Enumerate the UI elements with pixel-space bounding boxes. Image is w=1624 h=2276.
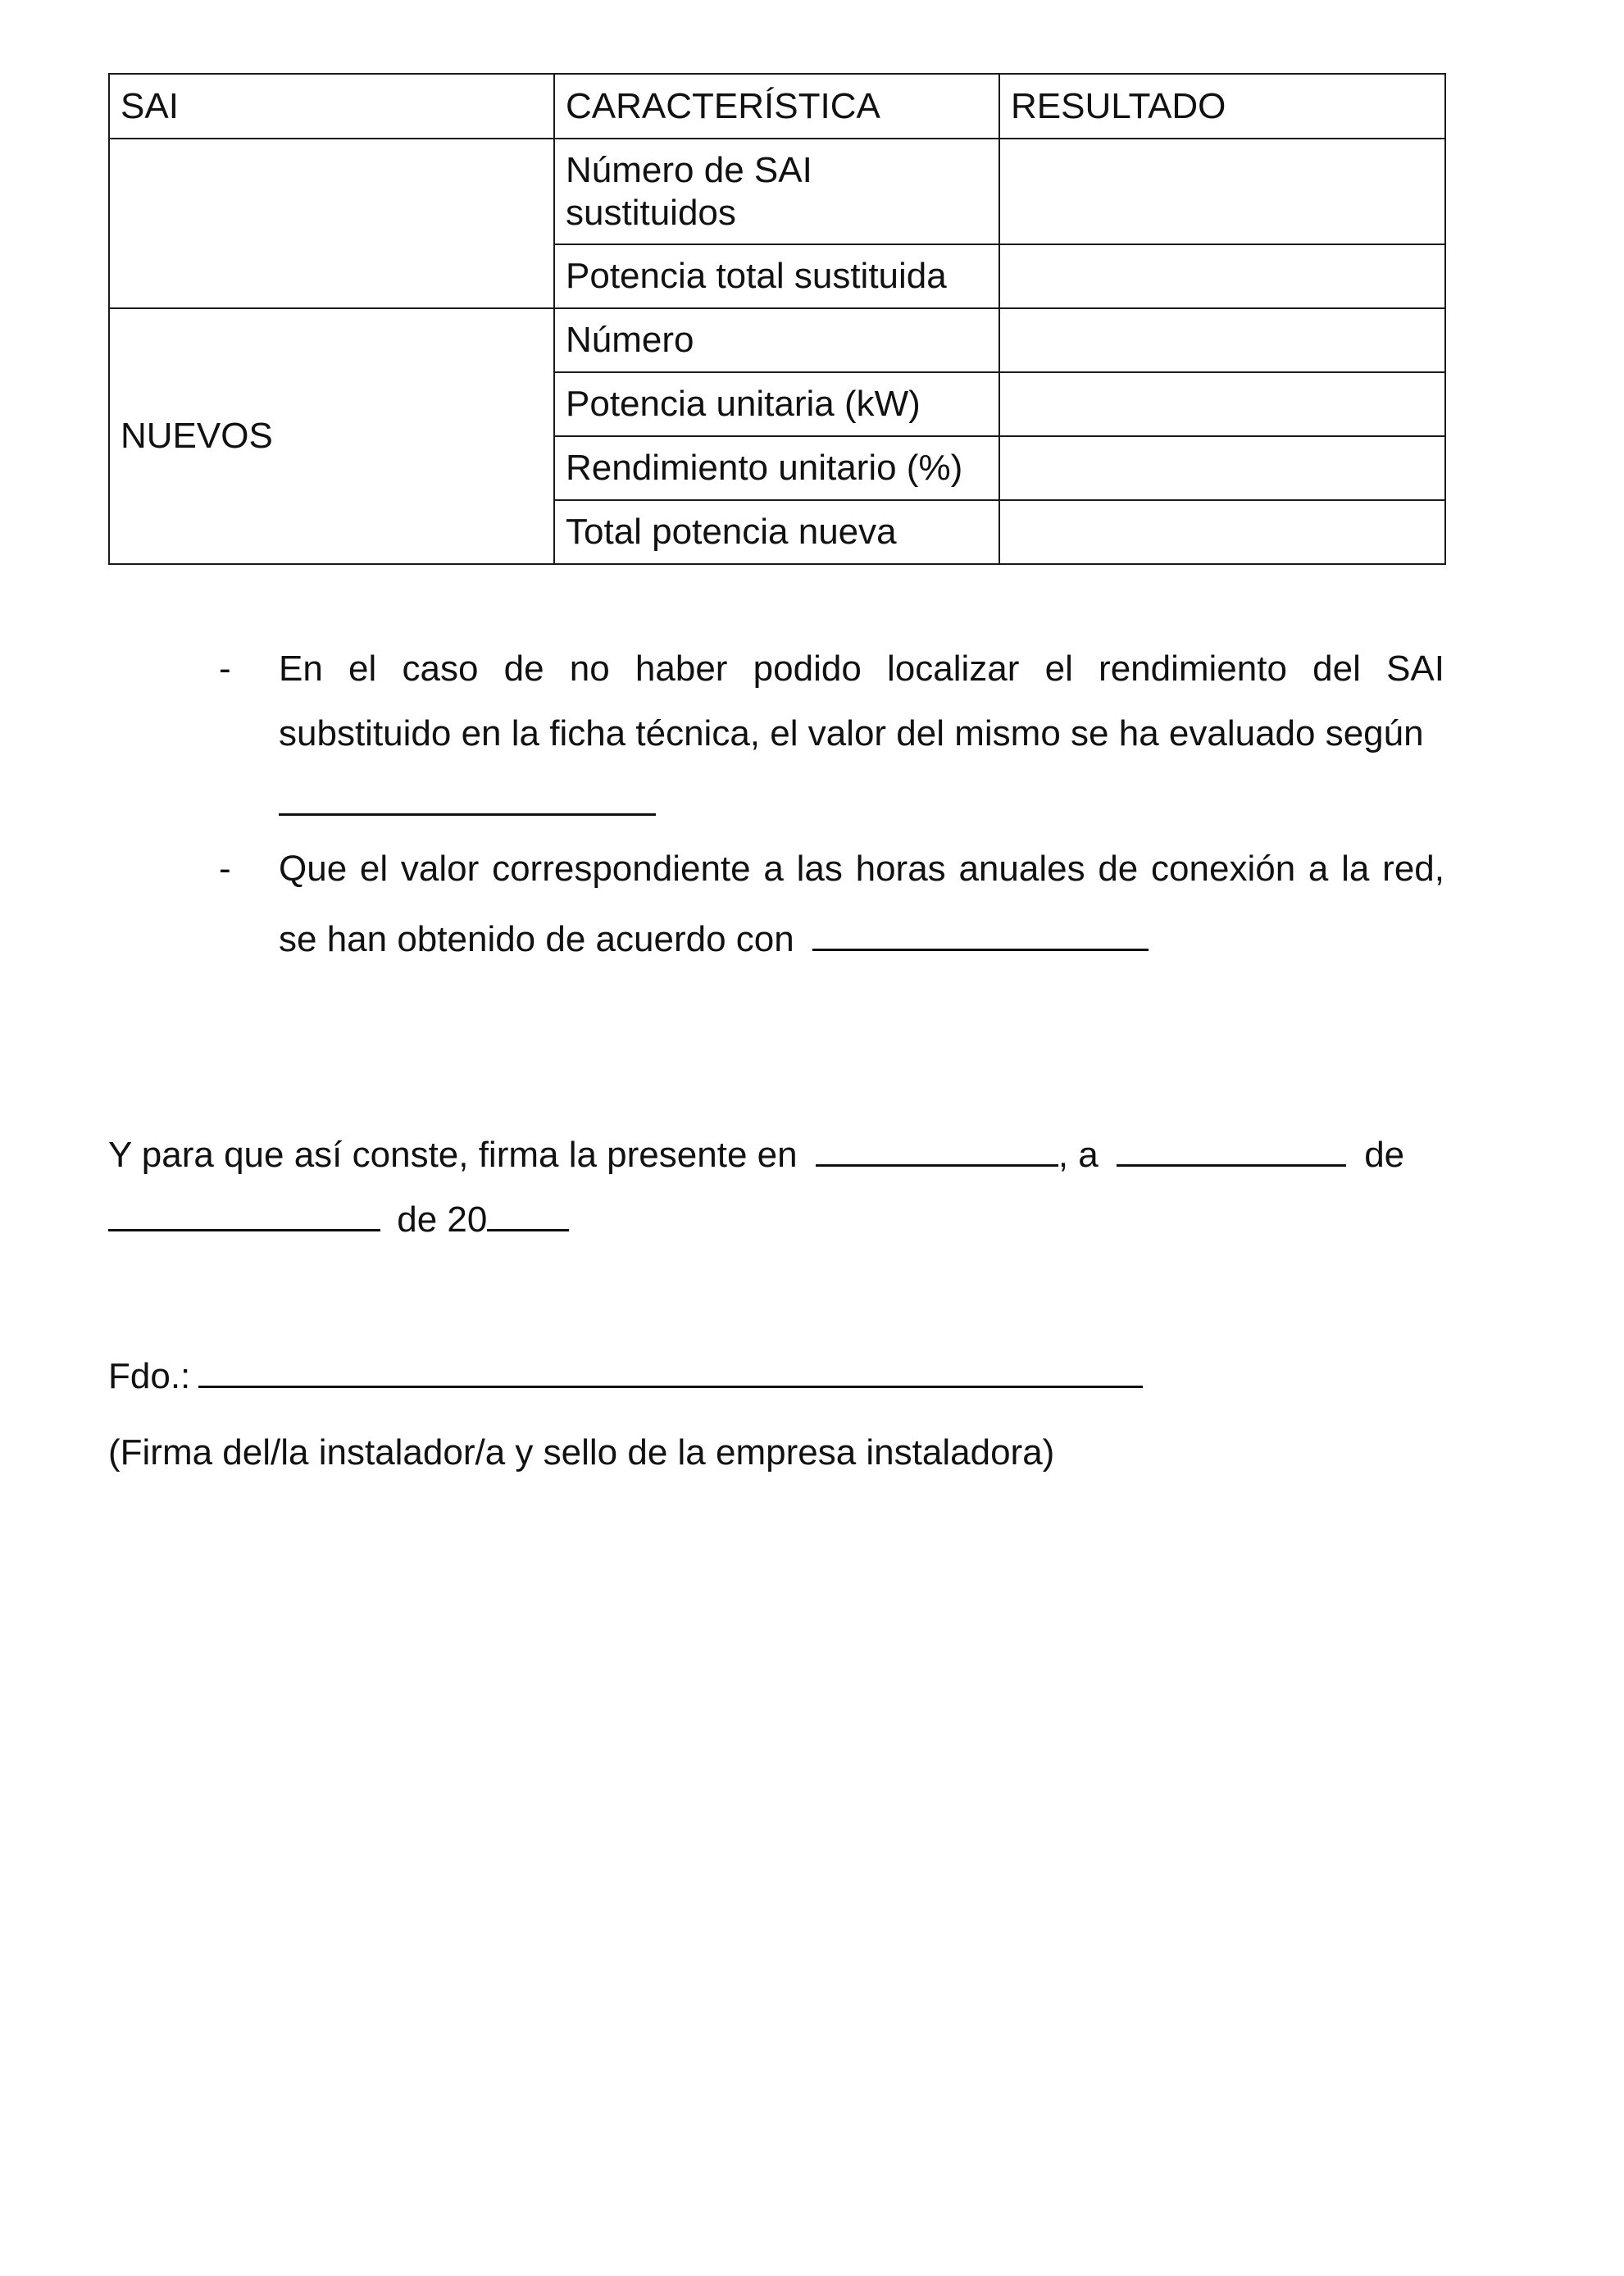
header-resultado: RESULTADO <box>999 74 1445 139</box>
result-cell[interactable] <box>999 308 1445 372</box>
result-cell[interactable] <box>999 500 1445 564</box>
result-cell[interactable] <box>999 436 1445 500</box>
result-cell[interactable] <box>999 244 1445 308</box>
group-nuevos-label: NUEVOS <box>109 308 554 564</box>
characteristic-cell: Número de SAI sustituidos <box>554 139 999 244</box>
signature-note: (Firma del/la instalador/a y sello de la empresa instaladora) <box>108 1432 1055 1473</box>
bullet-dash: - <box>219 649 231 689</box>
blank-connection-hours-source[interactable] <box>812 901 1149 951</box>
characteristic-cell: Rendimiento unitario (%) <box>554 436 999 500</box>
characteristic-cell: Potencia total sustituida <box>554 244 999 308</box>
characteristic-cell: Potencia unitaria (kW) <box>554 372 999 436</box>
characteristic-cell: Número <box>554 308 999 372</box>
result-cell[interactable] <box>999 139 1445 244</box>
bullet-list <box>220 636 1444 972</box>
blank-day[interactable] <box>1117 1131 1346 1167</box>
closing-text: , a <box>1058 1135 1099 1175</box>
blank-signature[interactable] <box>198 1354 1143 1388</box>
bullet-item <box>220 636 1444 836</box>
table-row <box>109 139 1445 244</box>
bullet-item <box>220 836 1444 972</box>
signature-line <box>108 1352 1338 1401</box>
closing-text: Y para que así conste, firma la presente en <box>108 1135 798 1175</box>
header-sai: SAI <box>109 74 554 139</box>
blank-place[interactable] <box>816 1131 1058 1167</box>
blank-month[interactable] <box>108 1196 380 1231</box>
closing-text: de <box>1364 1135 1405 1175</box>
closing-text: de 20 <box>397 1199 488 1240</box>
blank-year[interactable] <box>487 1196 569 1231</box>
signature-label: Fdo.: <box>108 1356 191 1396</box>
result-cell[interactable] <box>999 372 1445 436</box>
table-header-row <box>109 74 1445 139</box>
closing-statement <box>108 1122 1453 1252</box>
sai-table <box>108 73 1446 565</box>
bullet-text: Que el valor correspondiente a las horas anuales de conexión a la red, se han obtenido de acuerdo con <box>279 849 1444 959</box>
bullet-dash: - <box>219 849 231 889</box>
blank-evaluation-method[interactable] <box>279 766 656 816</box>
characteristic-cell: Total potencia nueva <box>554 500 999 564</box>
header-caracteristica: CARACTERÍSTICA <box>554 74 999 139</box>
group-sustituidos-label <box>109 139 554 308</box>
table-row <box>109 308 1445 372</box>
bullet-text: En el caso de no haber podido localizar el rendimiento del SAI substituido en la ficha técnica, el valor del mismo se ha evaluado según <box>279 649 1444 753</box>
